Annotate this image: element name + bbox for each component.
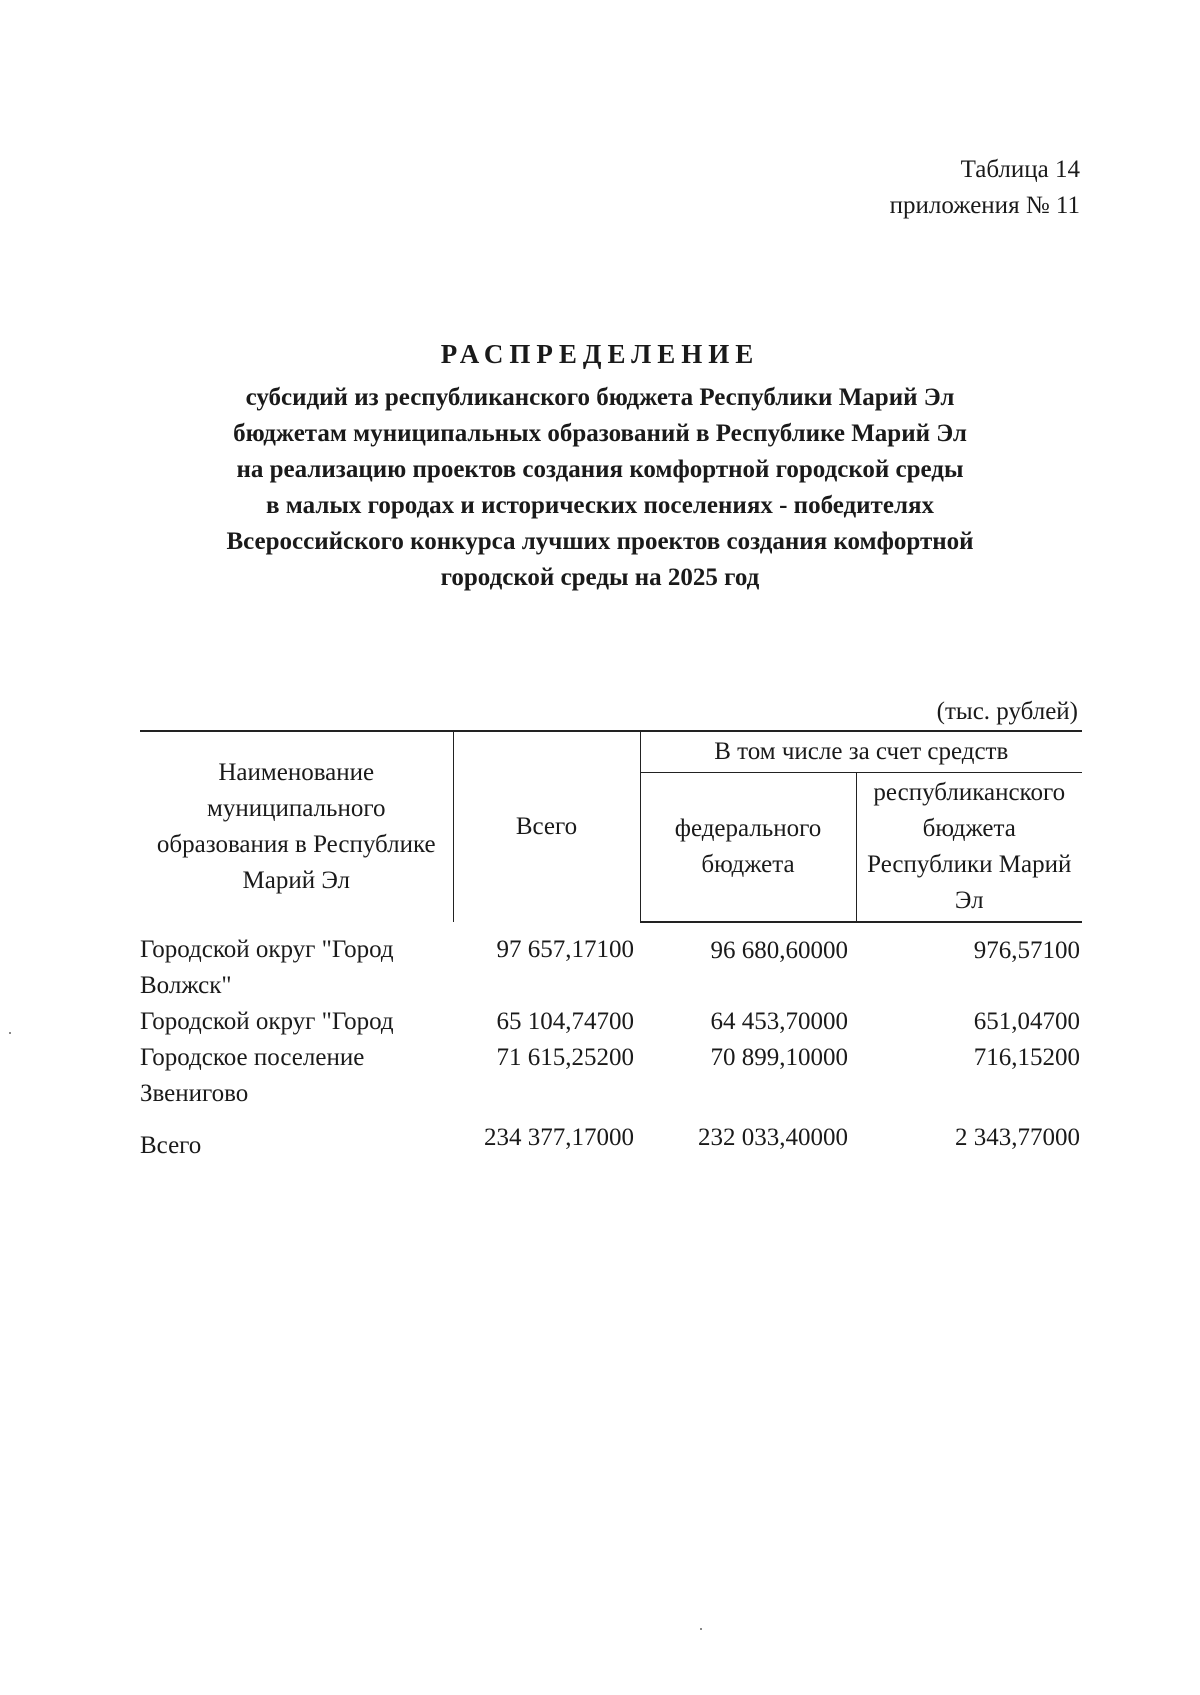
units-note: (тыс. рублей) [936,698,1078,725]
heading-line-4: в малых городах и исторических поселениях - победителях [265,492,934,519]
row-municipality: Городской округ "Город Волжск" [140,936,394,999]
row-municipality: Городской округ "Город [140,1008,394,1035]
heading-line-2: бюджетам муниципальных образований в Республике Марий Эл [233,420,967,447]
totals-label: Всего [140,1132,202,1159]
header-including: В том числе за счет средств [640,731,1082,773]
row-republic: 716,15200 [973,1044,1080,1071]
row-total: 97 657,17100 [496,936,634,963]
row-federal: 96 680,60000 [710,937,848,964]
header-total: Всего [453,731,640,922]
table-row [140,1040,1082,1112]
scan-speck [700,1628,702,1630]
totals-total: 234 377,17000 [484,1124,634,1151]
table-row [140,922,1082,1004]
header-republic: республиканского бюджета Республики Марий Эл [856,773,1082,923]
table-number: Таблица 14 [960,156,1080,183]
row-republic: 976,57100 [973,937,1080,964]
row-federal: 64 453,70000 [710,1008,848,1035]
totals-label-cell [140,1112,453,1164]
totals-row [140,1112,1082,1164]
table-row [140,1004,1082,1040]
row-total: 65 104,74700 [496,1008,634,1035]
document-title: РАСПРЕДЕЛЕНИЕ [440,339,760,369]
heading-line-1: субсидий из республиканского бюджета Республики Марий Эл [245,384,955,411]
row-municipality: Городское поселение Звенигово [140,1044,365,1107]
appendix-number: приложения № 11 [889,192,1080,219]
table-header-row [140,731,1082,773]
heading-line-6: городской среды на 2025 год [440,564,760,591]
row-total: 71 615,25200 [496,1044,634,1071]
document-heading [0,334,1200,596]
heading-line-3: на реализацию проектов создания комфортной городской среды [236,456,964,483]
totals-republic: 2 343,77000 [955,1124,1080,1151]
header-federal: федерального бюджета [640,773,856,923]
totals-federal: 232 033,40000 [698,1124,848,1151]
row-federal: 70 899,10000 [710,1044,848,1071]
scan-speck [9,1032,11,1034]
subsidy-distribution-table [140,730,1082,1164]
table-annex-reference [890,152,1080,224]
row-republic: 651,04700 [973,1008,1080,1035]
heading-line-5: Всероссийского конкурса лучших проектов создания комфортной [226,528,974,555]
header-municipality: Наименование муниципального образования в Республике Марий Эл [140,731,453,922]
